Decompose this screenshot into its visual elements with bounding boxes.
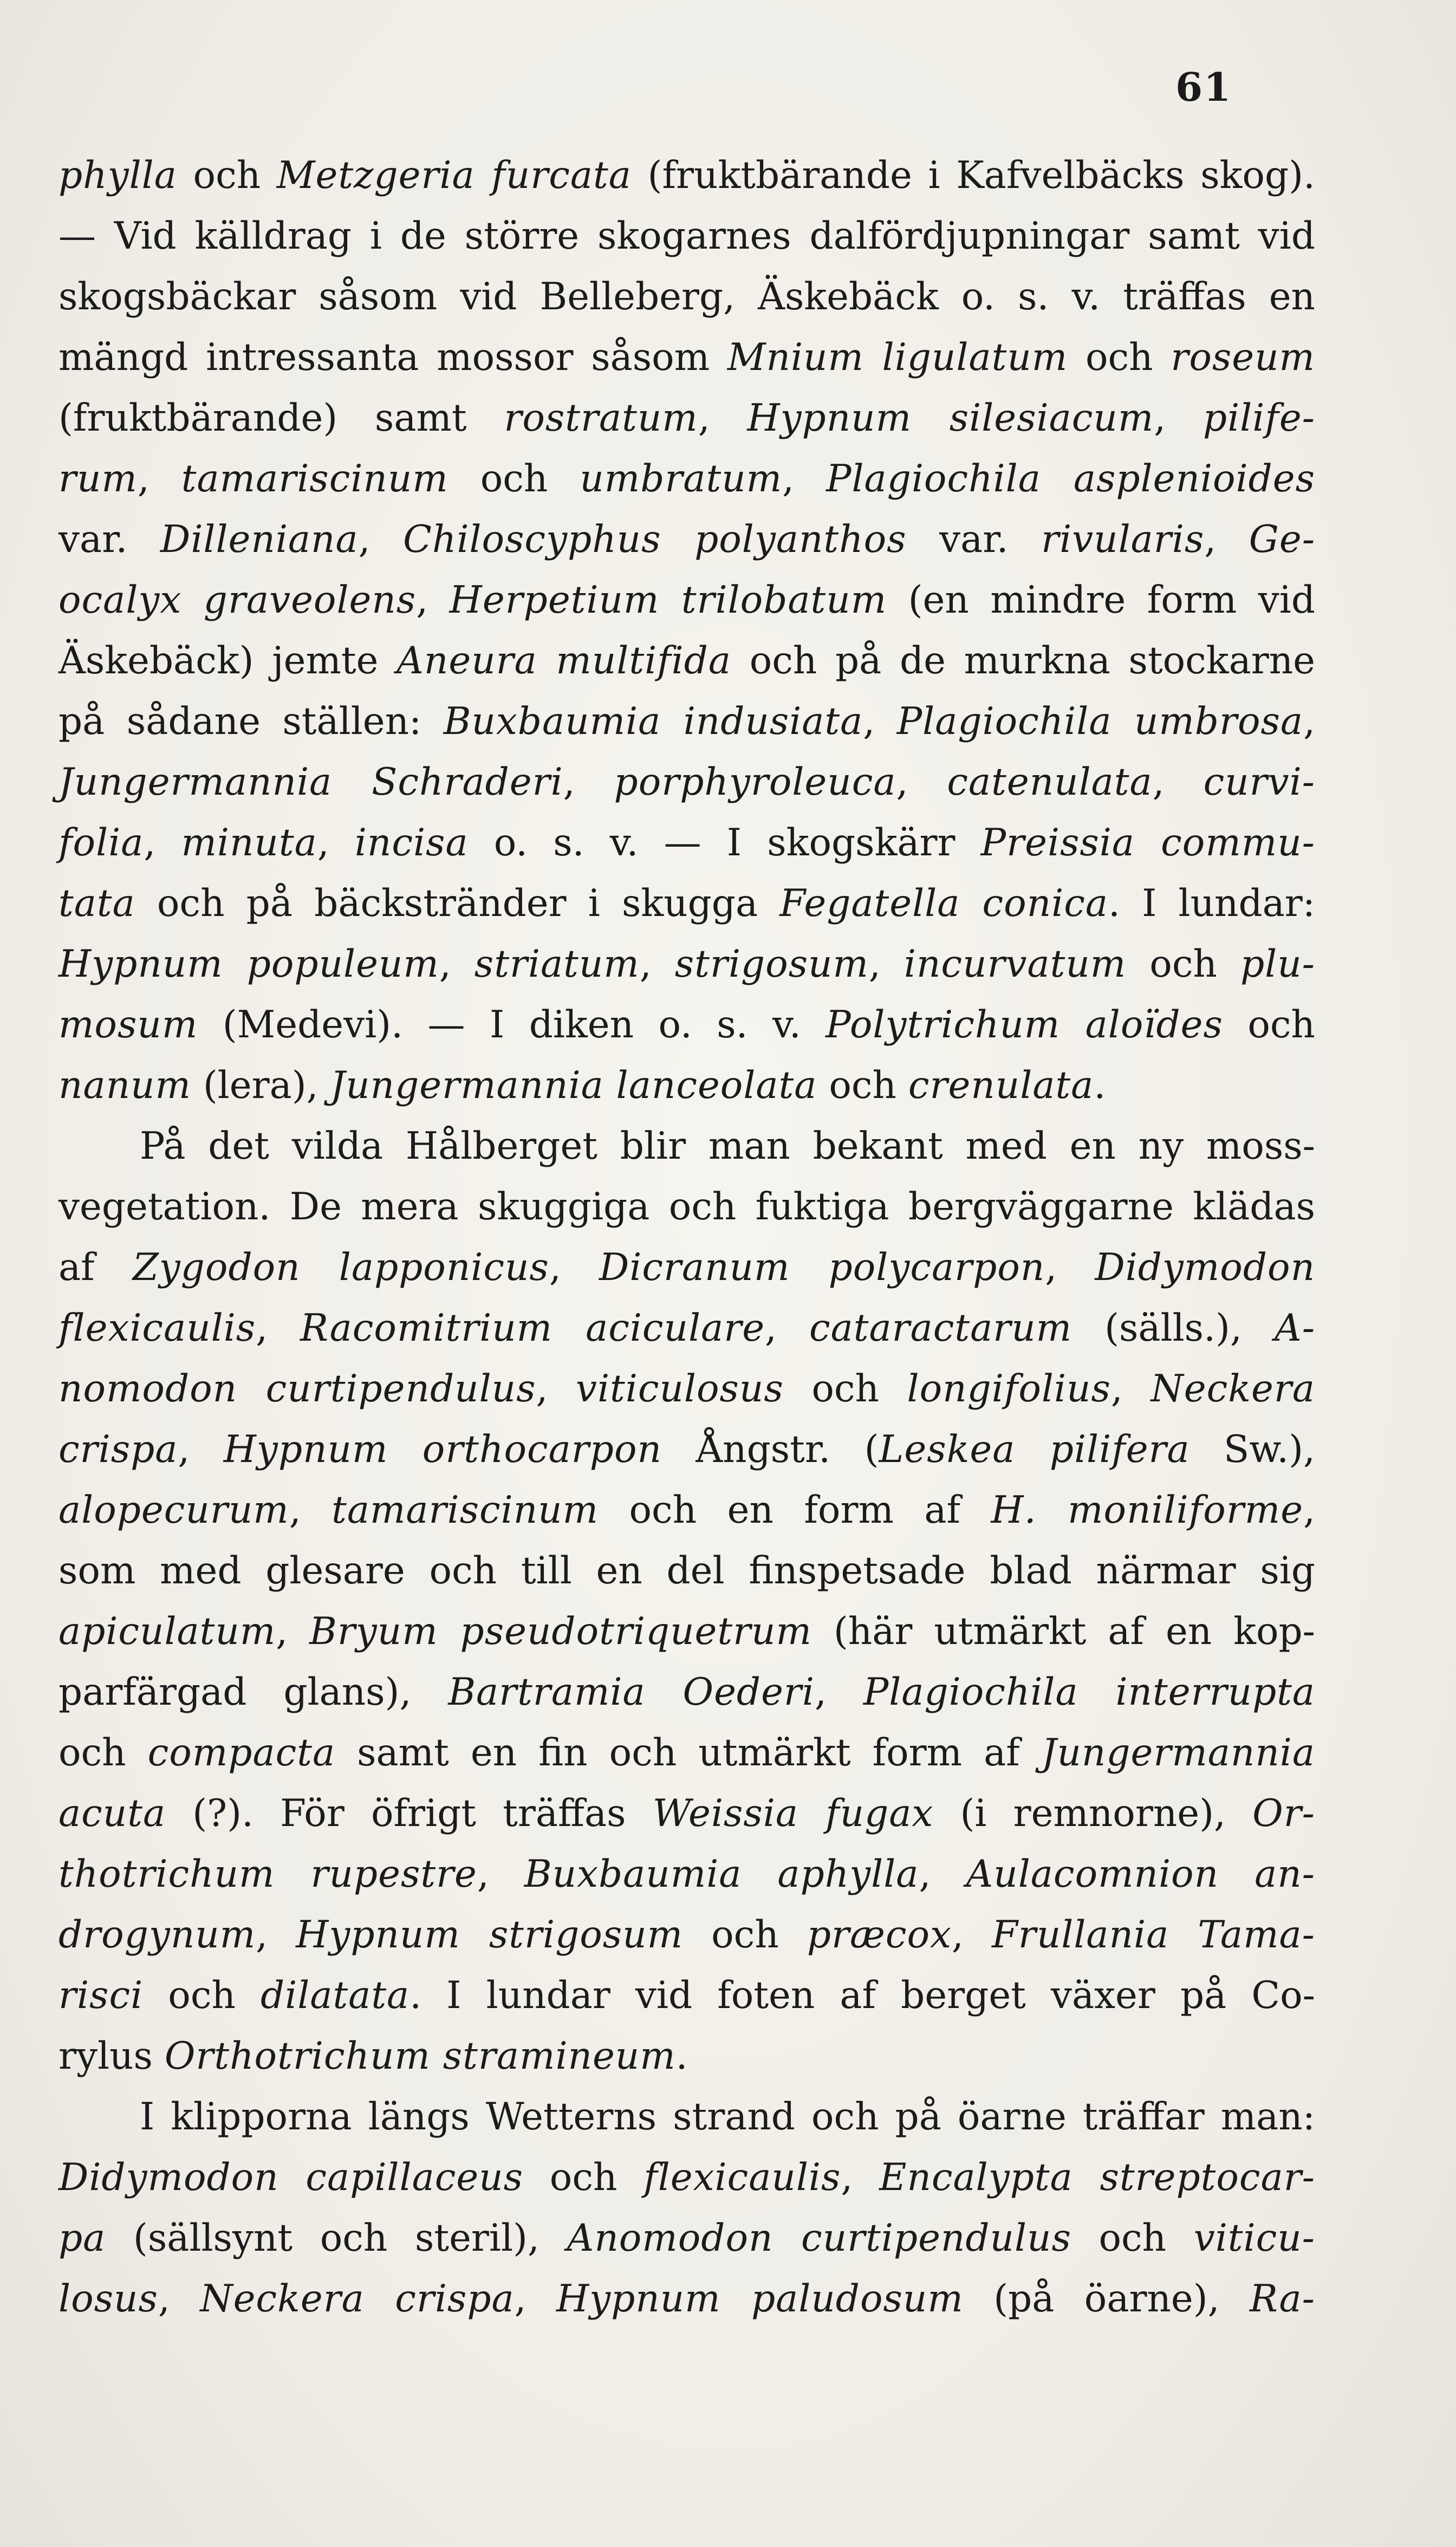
text-line: mosum (Medevi). — I diken o. s. v. Polytrichum aloïdes och xyxy=(58,1003,1315,1047)
text-line: ocalyx graveolens, Herpetium trilobatum (en mindre form vid xyxy=(58,579,1315,622)
text-line: apiculatum, Bryum pseudotriquetrum (här utmärkt af en kop- xyxy=(58,1610,1315,1653)
text-line: och compacta samt en fin och utmärkt form af Jungermannia xyxy=(58,1731,1315,1775)
text-line: crispa, Hypnum orthocarpon Ångstr. (Leskea pilifera Sw.), xyxy=(58,1428,1315,1471)
body-text xyxy=(58,145,1315,2329)
text-line: rum, tamariscinum och umbratum, Plagiochila asplenioides xyxy=(58,457,1315,501)
text-line: — Vid källdrag i de större skogarnes dalfördjupningar samt vid xyxy=(58,215,1315,258)
text-line: som med glesare och till en del finspetsade blad närmar sig xyxy=(58,1549,1315,1593)
text-line: parfärgad glans), Bartramia Oederi, Plagiochila interrupta xyxy=(58,1671,1316,1714)
text-line: skogsbäckar såsom vid Belleberg, Äskebäck o. s. v. träffas en xyxy=(58,275,1315,319)
text-line: pa (sällsynt och steril), Anomodon curtipendulus och viticu- xyxy=(58,2217,1315,2260)
text-line: rylus Orthotrichum stramineum. xyxy=(58,2035,688,2078)
text-line: acuta (?). För öfrigt träffas Weissia fugax (i remnorne), Or- xyxy=(58,1792,1315,1835)
text-line: I klipporna längs Wetterns strand och på öarne träffar man: xyxy=(140,2095,1315,2139)
text-line: Didymodon capillaceus och flexicaulis, Encalypta streptocar- xyxy=(58,2156,1315,2199)
text-line: Jungermannia Schraderi, porphyroleuca, catenulata, curvi- xyxy=(58,761,1315,804)
text-line: thotrichum rupestre, Buxbaumia aphylla, Aulacomnion an- xyxy=(58,1853,1315,1896)
text-line: losus, Neckera crispa, Hypnum paludosum (på öarne), Ra- xyxy=(58,2277,1315,2321)
text-line: folia, minuta, incisa o. s. v. — I skogskärr Preissia commu- xyxy=(58,821,1315,865)
text-line: nanum (lera), Jungermannia lanceolata och crenulata. xyxy=(58,1064,1106,1107)
text-line: På det vilda Hålberget blir man bekant med en ny moss- xyxy=(140,1125,1315,1168)
text-line: Hypnum populeum, striatum, strigosum, incurvatum och plu- xyxy=(58,943,1315,986)
text-line: Äskebäck) jemte Aneura multifida och på de murkna stockarne xyxy=(58,639,1316,683)
text-line: af Zygodon lapponicus, Dicranum polycarpon, Didymodon xyxy=(58,1246,1316,1289)
text-line: tata och på bäckstränder i skugga Fegatella conica. I lundar: xyxy=(58,882,1315,925)
text-line: var. Dilleniana, Chiloscyphus polyanthos var. rivularis, Ge- xyxy=(58,518,1316,561)
text-line: risci och dilatata. I lundar vid foten af berget växer på Co- xyxy=(58,1974,1315,2017)
text-line: phylla och Metzgeria furcata (fruktbärande i Kafvelbäcks skog). xyxy=(58,154,1315,197)
text-line: nomodon curtipendulus, viticulosus och longifolius, Neckera xyxy=(58,1367,1315,1411)
text-line: drogynum, Hypnum strigosum och præcox, Frullania Tama- xyxy=(58,1913,1315,1957)
page-number: 61 xyxy=(1175,64,1232,110)
text-line: mängd intressanta mossor såsom Mnium ligulatum och roseum xyxy=(58,336,1315,379)
text-line: vegetation. De mera skuggiga och fuktiga bergväggarne klädas xyxy=(58,1185,1315,1229)
text-line: alopecurum, tamariscinum och en form af H. moniliforme, xyxy=(58,1489,1315,1532)
text-line: flexicaulis, Racomitrium aciculare, cataractarum (sälls.), A- xyxy=(58,1307,1316,1350)
text-line: på sådane ställen: Buxbaumia indusiata, Plagiochila umbrosa, xyxy=(58,700,1315,743)
text-line: (fruktbärande) samt rostratum, Hypnum silesiacum, pilife- xyxy=(58,397,1315,440)
